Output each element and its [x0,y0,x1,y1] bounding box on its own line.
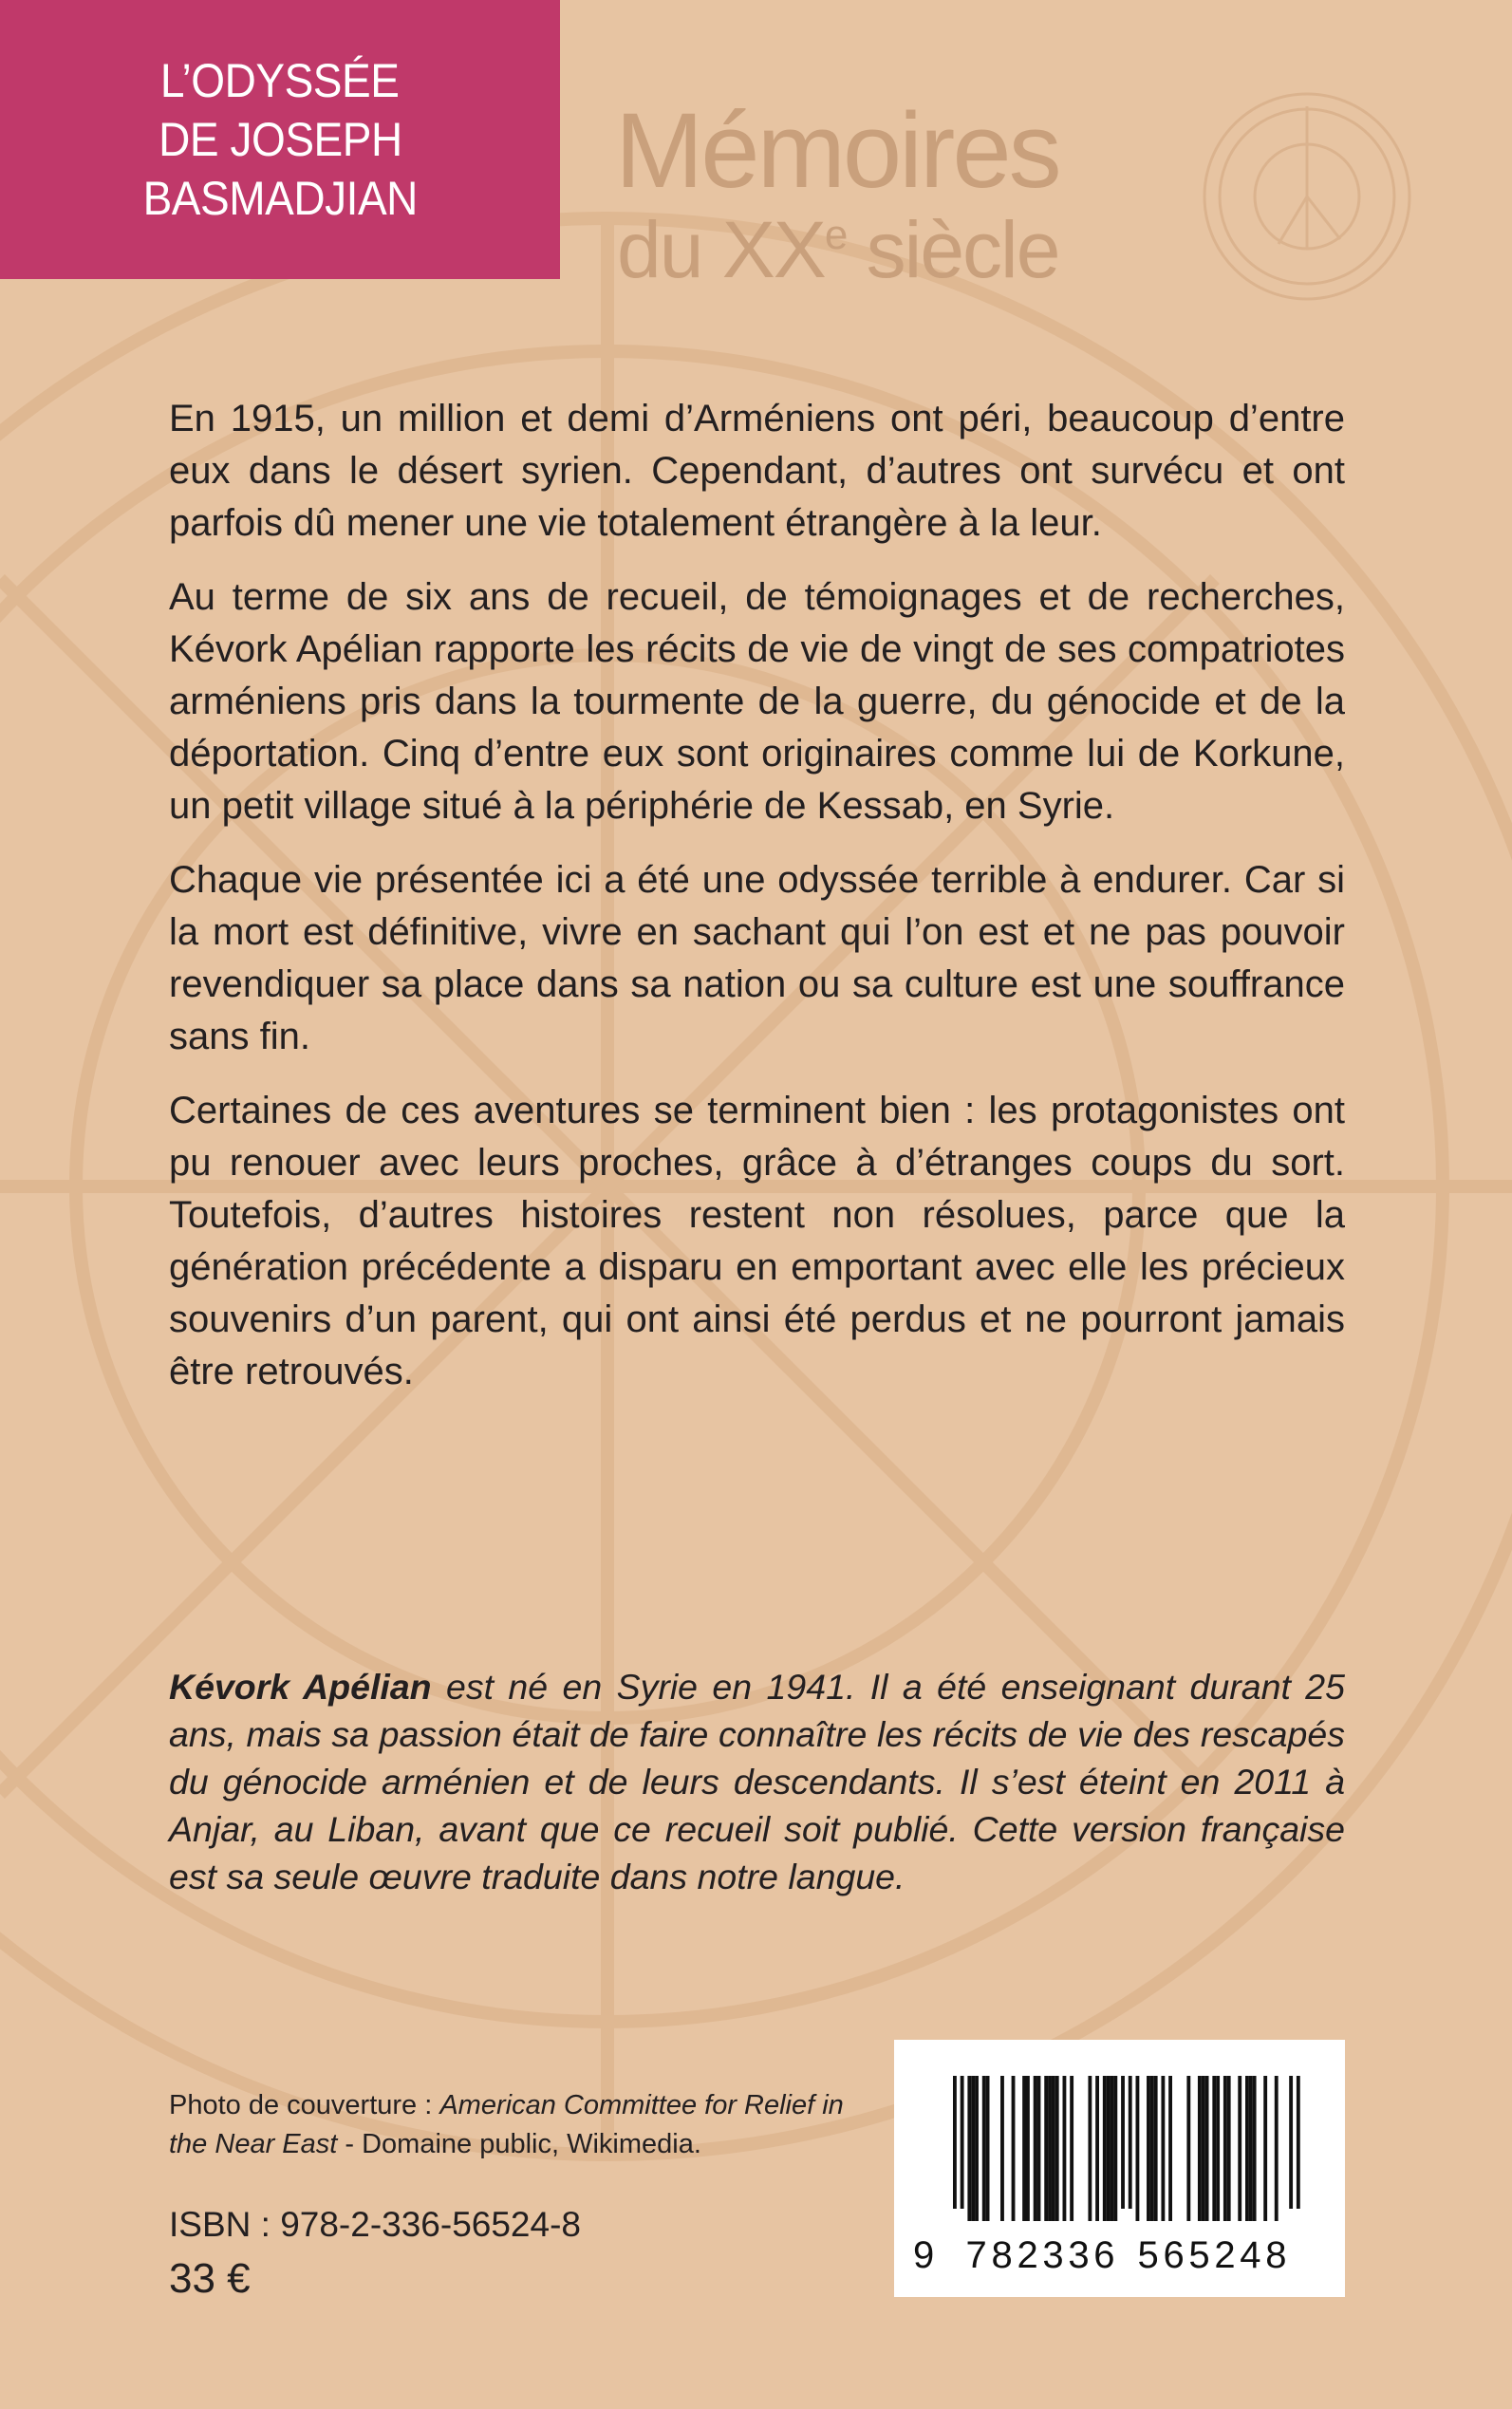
barcode-bar [1111,2076,1114,2221]
barcode-digits: 5 [1188,2234,1210,2276]
credit-source: American Committee for Relief in the Near East [169,2090,844,2159]
barcode-bar [1052,2076,1055,2221]
barcode-graphic [894,2040,1345,2297]
barcode-digits: 4 [1240,2234,1261,2276]
barcode-bar [1022,2076,1026,2221]
barcode-bar [1212,2076,1216,2221]
photo-credit [169,2086,852,2164]
barcode-bar [1048,2076,1052,2221]
barcode-bar [961,2076,964,2209]
summary-paragraph: Au terme de six ans de recueil, de témoignages et de recherches, Kévork Apélian rapporte les récits de vie de vingt de ses compatriotes arméniens pris dans la tourmente de la guerre, du génocide et de la déportation. Cinq d’entre eux sont originaires comme lui de Korkune, un petit village situé à la périphérie de Kessab, en Syrie. [169,576,1345,827]
barcode-bar [1227,2076,1231,2221]
barcode-bar [1161,2076,1165,2221]
barcode-bar [1275,2076,1279,2221]
collection-title-prefix: du XX [617,205,825,294]
barcode-bar [1186,2076,1190,2221]
collection-title-line1: Mémoires [615,91,1059,210]
barcode-bar [953,2076,957,2209]
collection-title-sup: e [824,212,847,258]
isbn: ISBN : 978-2-336-56524-8 [169,2205,581,2244]
barcode-bar [1026,2076,1030,2221]
barcode-bar [1012,2076,1016,2221]
barcode-digits: 2 [1017,2234,1038,2276]
collection-title [615,91,1059,294]
barcode-digits: 6 [1093,2234,1115,2276]
barcode-bar [1034,2076,1037,2221]
barcode-bar [1055,2076,1059,2221]
barcode-bar [1150,2076,1154,2221]
clock-icon [1198,87,1416,306]
price: 33 € [169,2255,251,2302]
barcode [894,2040,1345,2297]
barcode-bar [971,2076,975,2221]
barcode-bar [1238,2076,1241,2221]
summary-paragraph: Chaque vie présentée ici a été une odyssée terrible à endurer. Car si la mort est définitive, vivre en sachant qui l’on est et ne pas pouvoir revendiquer sa place dans sa nation ou sa culture est une souffrance sans fin. [169,859,1345,1057]
barcode-digits: 8 [1265,2234,1287,2276]
barcode-bar [1249,2076,1253,2221]
barcode-bar [1095,2076,1099,2221]
barcode-bar [1129,2076,1132,2209]
credit-rest: - Domaine public, Wikimedia. [337,2129,701,2159]
barcode-bar [1297,2076,1300,2209]
barcode-bar [1253,2076,1257,2221]
summary-paragraph: Certaines de ces aventures se terminent bien : les protagonistes ont pu renouer avec leurs proches, grâce à d’étranges coups du sort. Toutefois, d’autres histoires restent non résolues, parce que la génération précédente a disparu en emportant avec elle les précieux souvenirs d’un parent, qui ont ainsi été perdus et ne pourront jamais être retrouvés. [169,1090,1345,1392]
series-title-line: L’ODYSSÉE [160,54,400,107]
barcode-digits: 2 [1214,2234,1236,2276]
barcode-bar [982,2076,986,2221]
barcode-bar [1198,2076,1202,2221]
barcode-bar [1121,2076,1125,2209]
barcode-bar [1263,2076,1267,2221]
summary-text [169,393,1345,1420]
barcode-bar [1070,2076,1073,2221]
barcode-bar [1103,2076,1107,2221]
author-bio-text: est né en Syrie en 1941. Il a été enseignant durant 25 ans, mais sa passion était de faire connaître les récits de vie des rescapés du génocide arménien et de leurs descendants. Il s’est éteint en 2011 à Anjar, au Liban, avant que ce recueil soit publié. Cette version française est sa seule œuvre traduite dans notre langue. [169,1667,1345,1896]
barcode-bar [1063,2076,1067,2221]
collection-title-suffix: siècle [846,205,1059,294]
barcode-bar [1223,2076,1227,2221]
barcode-bar [1216,2076,1220,2221]
barcode-bar [1000,2076,1004,2221]
barcode-bar [1202,2076,1205,2221]
barcode-bar [1147,2076,1150,2221]
barcode-bar [1168,2076,1172,2221]
barcode-bar [1107,2076,1111,2221]
barcode-bar [1245,2076,1249,2221]
author-name: Kévork Apélian [169,1667,432,1707]
barcode-digits: 3 [1068,2234,1090,2276]
credit-label: Photo de couverture : [169,2090,440,2120]
barcode-bar [1088,2076,1092,2221]
barcode-bar [1113,2076,1117,2221]
barcode-digits: 5 [1137,2234,1159,2276]
series-title-line: BASMADJIAN [142,172,418,225]
barcode-bar [1037,2076,1041,2221]
series-title-line: DE JOSEPH [158,113,402,166]
barcode-bar [986,2076,990,2221]
barcode-bar [1154,2076,1158,2221]
barcode-bar [975,2076,979,2221]
barcode-digits: 9 [913,2234,935,2276]
barcode-bar [1136,2076,1140,2221]
author-bio [169,1663,1345,1900]
barcode-bar [1289,2076,1293,2209]
barcode-bar [1205,2076,1209,2221]
summary-paragraph: En 1915, un million et demi d’Arméniens ont péri, beaucoup d’entre eux dans le désert syrien. Cependant, d’autres ont survécu et ont parfois dû mener une vie totalement étrangère à la leur. [169,398,1345,544]
barcode-digits: 7 [965,2234,987,2276]
barcode-digits: 6 [1163,2234,1185,2276]
barcode-bar [1044,2076,1048,2221]
barcode-bar [967,2076,971,2221]
barcode-digits: 3 [1042,2234,1064,2276]
collection-title-line2 [617,207,1059,292]
barcode-digits: 8 [991,2234,1013,2276]
series-title-box [0,0,560,279]
